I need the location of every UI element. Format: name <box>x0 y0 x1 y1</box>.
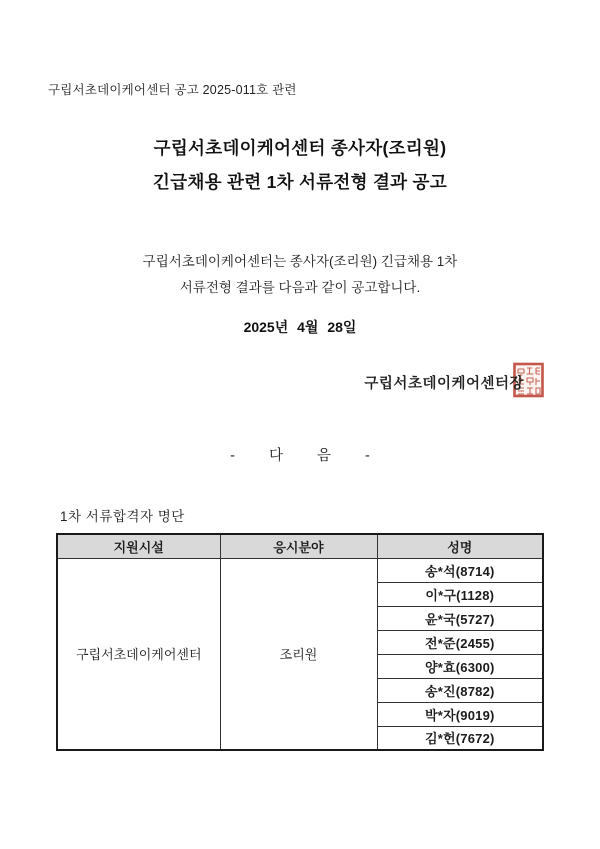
daum-divider: - 다 음 - <box>230 448 370 464</box>
applicant-name: 윤*국(5727) <box>377 606 543 630</box>
announcement-body-line-1: 구립서초데이케어센터는 종사자(조리원) 긴급채용 1차 <box>142 254 458 269</box>
header-facility: 지원시설 <box>57 534 220 558</box>
pass-list-table <box>56 533 544 751</box>
announcement-body-line-2: 서류전형 결과를 다음과 같이 공고합니다. <box>179 280 421 295</box>
page-title-line-2: 긴급채용 관련 1차 서류전형 결과 공고 <box>153 172 447 192</box>
signature-row <box>0 360 600 404</box>
page-title-line-1: 구립서초데이케어센터 종사자(조리원) <box>153 138 447 158</box>
applicant-name: 전*준(2455) <box>377 630 543 654</box>
table-row <box>57 558 543 582</box>
reference-line: 구립서초데이케어센터 공고 2025-011호 관련 <box>48 83 297 97</box>
header-name: 성명 <box>377 534 543 558</box>
field-cell: 조리원 <box>220 558 377 750</box>
signer-name: 구립서초데이케어센터장 <box>364 375 524 392</box>
applicant-name: 양*효(6300) <box>377 654 543 678</box>
table-header-row <box>57 534 543 558</box>
applicant-name: 이*구(1128) <box>377 582 543 606</box>
applicant-name: 송*석(8714) <box>377 558 543 582</box>
applicant-name: 김*헌(7672) <box>377 726 543 750</box>
facility-cell: 구립서초데이케어센터 <box>57 558 220 750</box>
applicant-name: 박*자(9019) <box>377 702 543 726</box>
applicant-name: 송*진(8782) <box>377 678 543 702</box>
header-field: 응시분야 <box>220 534 377 558</box>
announcement-body <box>0 249 600 301</box>
page-title <box>0 131 600 199</box>
announcement-date: 2025년 4월 28일 <box>243 319 357 335</box>
pass-list-title: 1차 서류합격자 명단 <box>60 509 185 524</box>
